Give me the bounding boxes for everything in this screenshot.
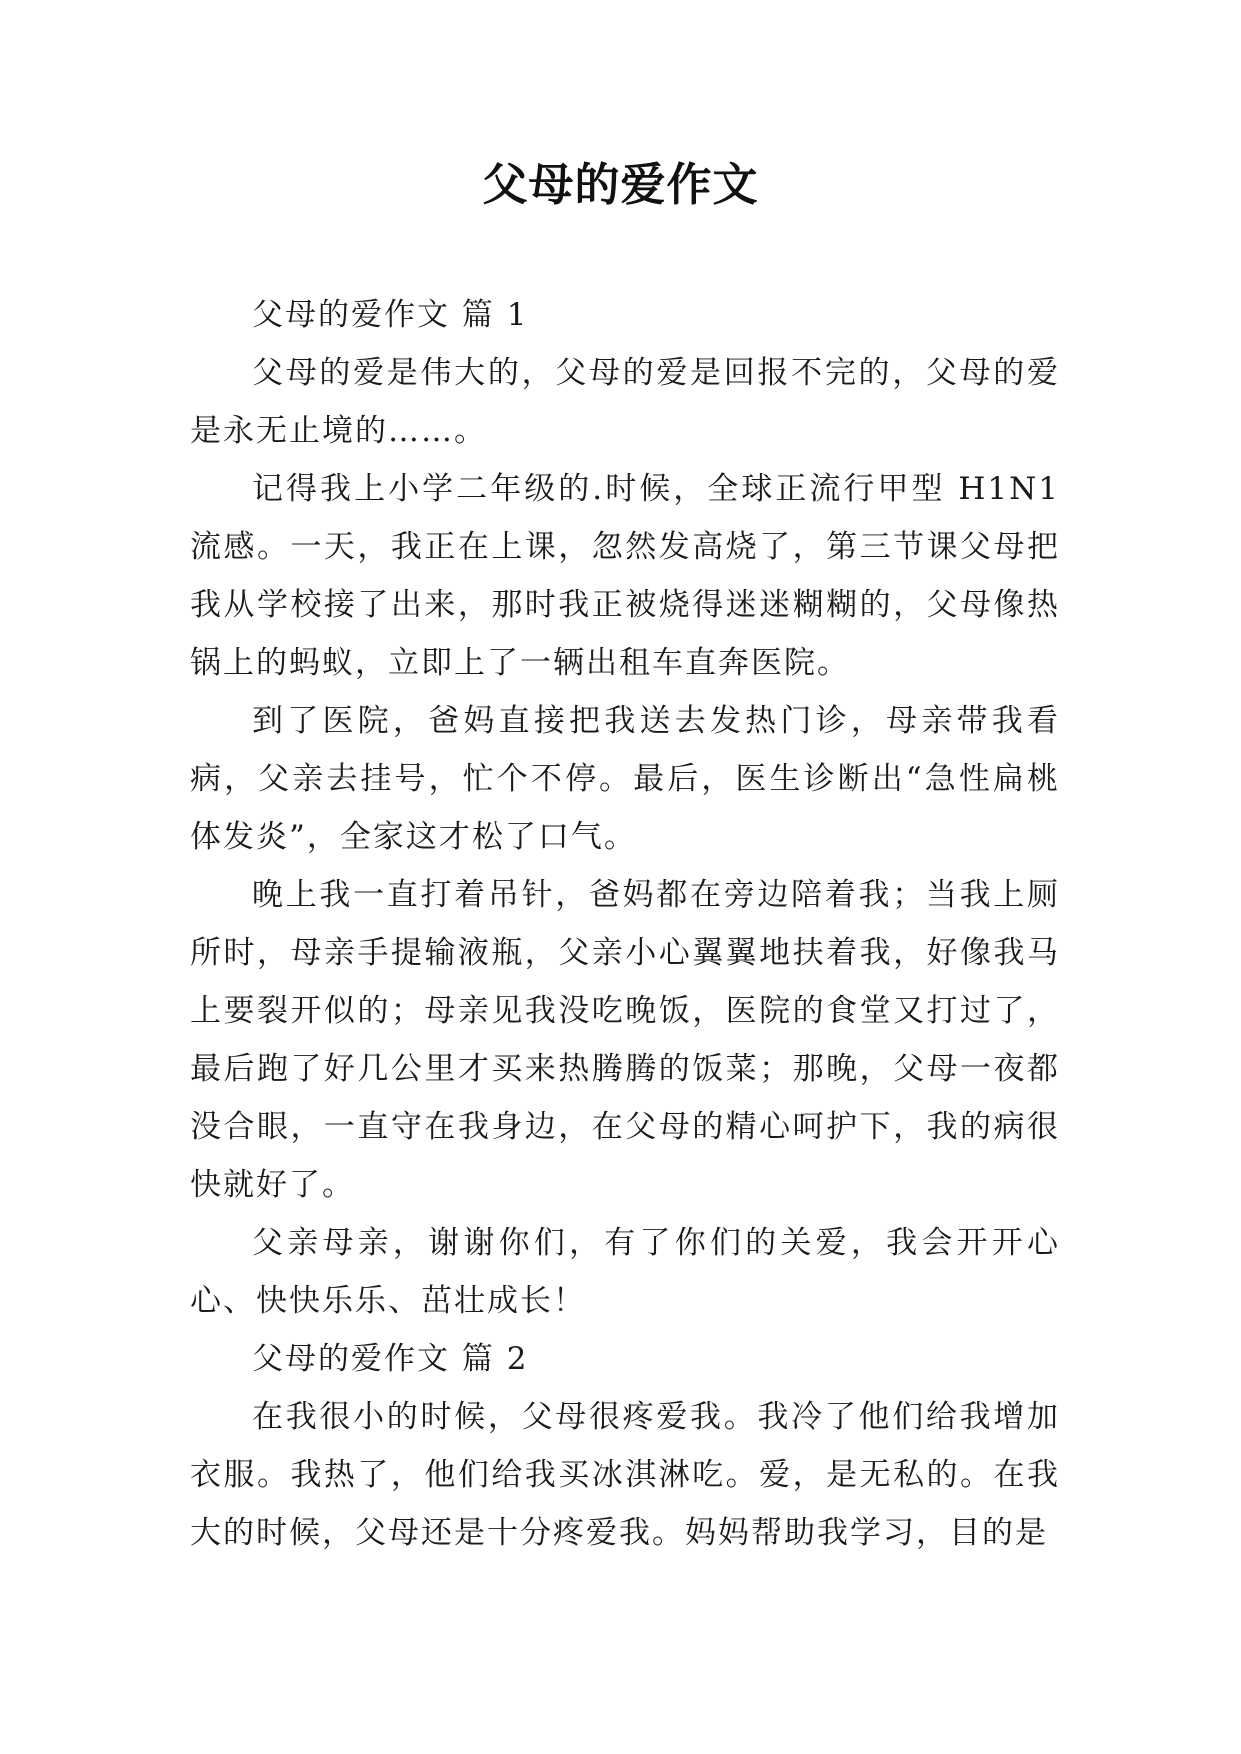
body-paragraph: 到了医院，爸妈直接把我送去发热门诊，母亲带我看病，父亲去挂号，忙个不停。最后，医生诊断出“急性扁桃体发炎”，全家这才松了口气。 [190, 703, 1060, 855]
body-paragraph: 记得我上小学二年级的.时候，全球正流行甲型 H1N1 流感。一天，我正在上课，忽然发高烧了，第三节课父母把我从学校接了出来，那时我正被烧得迷迷糊糊的，父母像热锅上的蚂蚁，立即上了一辆出租车直奔医院。 [190, 471, 1060, 681]
body-paragraph: 晚上我一直打着吊针，爸妈都在旁边陪着我；当我上厕所时，母亲手提输液瓶，父亲小心翼翼地扶着我，好像我马上要裂开似的；母亲见我没吃晚饭，医院的食堂又打过了，最后跑了好几公里才买来热腾腾的饭菜；那晚，父母一夜都没合眼，一直守在我身边，在父母的精心呵护下，我的病很快就好了。 [190, 877, 1060, 1203]
body-paragraph: 在我很小的时候，父母很疼爱我。我冷了他们给我增加衣服。我热了，他们给我买冰淇淋吃。爱，是无私的。在我大的时候，父母还是十分疼爱我。妈妈帮助我学习，目的是 [190, 1399, 1060, 1551]
document-title: 父母的爱作文 [482, 158, 759, 211]
body-paragraph: 父母的爱是伟大的，父母的爱是回报不完的，父母的爱是永无止境的……。 [190, 355, 1060, 449]
section-heading: 父母的爱作文 篇 1 [252, 297, 529, 333]
document-body [190, 286, 1060, 1562]
body-paragraph: 父亲母亲，谢谢你们，有了你们的关爱，我会开开心心、快快乐乐、茁壮成长！ [190, 1225, 1060, 1319]
section-heading: 父母的爱作文 篇 2 [252, 1341, 529, 1377]
